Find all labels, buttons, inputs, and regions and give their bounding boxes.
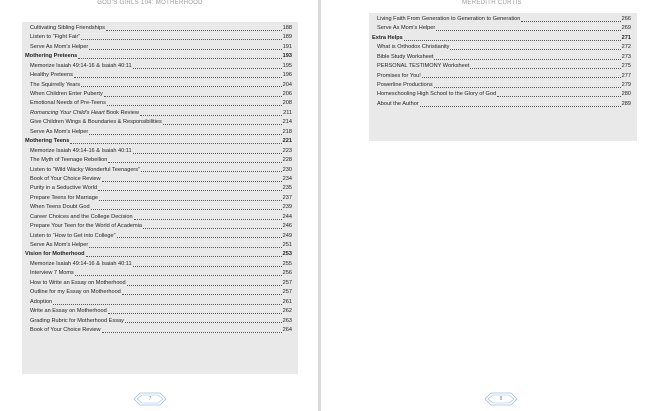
toc-entry-title: How to Write an Essay on Motherhood bbox=[30, 279, 126, 286]
toc-entry-title: Adoption bbox=[30, 298, 53, 305]
toc-entry-row[interactable] bbox=[22, 90, 298, 99]
toc-entry-page: 191 bbox=[282, 43, 292, 50]
toc-entry-page: 188 bbox=[282, 24, 292, 31]
toc-entry-title: Healthy Preteens bbox=[30, 72, 73, 79]
toc-entry-row[interactable] bbox=[22, 203, 298, 212]
toc-entry-row[interactable] bbox=[22, 24, 298, 33]
toc-entry-page: 271 bbox=[621, 34, 631, 41]
toc-entry-row[interactable] bbox=[22, 213, 298, 222]
dot-leader bbox=[98, 190, 282, 191]
dot-leader bbox=[107, 105, 282, 106]
toc-entry-row[interactable] bbox=[22, 241, 298, 250]
dot-leader bbox=[81, 39, 282, 40]
toc-entry-title: Serve As Mom's Helper bbox=[377, 25, 436, 32]
left-page-number-badge bbox=[132, 391, 168, 407]
toc-entry-row[interactable] bbox=[22, 298, 298, 307]
toc-entry-page: 218 bbox=[282, 128, 292, 135]
toc-entry-page: 257 bbox=[282, 279, 292, 286]
toc-section-row[interactable] bbox=[22, 52, 298, 61]
toc-entry-page: 277 bbox=[621, 72, 631, 79]
toc-entry-page: 289 bbox=[621, 100, 631, 107]
left-page bbox=[0, 0, 300, 411]
toc-entry-row[interactable] bbox=[369, 100, 637, 109]
toc-entry-title: Career Choices and the College Decision bbox=[30, 213, 133, 220]
toc-entry-title: Prepare Teens for Marriage bbox=[30, 194, 98, 201]
toc-entry-row[interactable] bbox=[22, 43, 298, 52]
toc-section-row[interactable] bbox=[22, 251, 298, 260]
dot-leader bbox=[99, 200, 282, 201]
dot-leader bbox=[134, 219, 282, 220]
right-page-number: 8 bbox=[499, 396, 503, 402]
dot-leader bbox=[420, 106, 621, 107]
dot-leader bbox=[127, 285, 282, 286]
toc-entry-page: 239 bbox=[282, 204, 292, 211]
toc-section-row[interactable] bbox=[369, 34, 637, 43]
left-page-number: 7 bbox=[148, 396, 152, 402]
dot-leader bbox=[75, 275, 282, 276]
right-page bbox=[336, 0, 648, 411]
toc-entry-row[interactable] bbox=[22, 175, 298, 184]
dot-leader bbox=[117, 237, 282, 238]
toc-entry-row[interactable] bbox=[369, 24, 637, 33]
toc-entry-title: Promises for You! bbox=[377, 72, 421, 79]
toc-entry-page: 223 bbox=[282, 147, 292, 154]
toc-entry-row[interactable] bbox=[22, 109, 298, 118]
toc-entry-title: PERSONAL TESTIMONY Worksheet bbox=[377, 63, 470, 70]
dot-leader bbox=[108, 162, 281, 163]
toc-entry-page: 204 bbox=[282, 81, 292, 88]
toc-entry-title: Cultivating Sibling Friendships bbox=[30, 24, 105, 31]
toc-entry-page: 273 bbox=[621, 53, 631, 60]
toc-entry-title: Mothering Preteens bbox=[25, 53, 78, 60]
toc-entry-title: What is Orthodox Christianity bbox=[377, 44, 450, 51]
dot-leader bbox=[102, 332, 282, 333]
toc-entry-title: Listen to “How to Get into College” bbox=[30, 232, 116, 239]
toc-entry-title: Listen to “Fight Fair” bbox=[30, 34, 81, 41]
dot-leader bbox=[70, 143, 281, 144]
toc-entry-page: 251 bbox=[282, 242, 292, 249]
toc-entry-row[interactable] bbox=[22, 118, 298, 127]
dot-leader bbox=[133, 266, 282, 267]
toc-entry-title: Serve As Mom's Helper bbox=[30, 43, 89, 50]
toc-entry-title: Bible Study Worksheet bbox=[377, 53, 434, 60]
toc-entry-page: 261 bbox=[282, 298, 292, 305]
toc-entry-page: 257 bbox=[282, 289, 292, 296]
toc-entry-page: 193 bbox=[282, 53, 292, 60]
dot-leader bbox=[81, 86, 282, 87]
dot-leader bbox=[104, 96, 282, 97]
toc-entry-page: 221 bbox=[282, 138, 292, 145]
toc-entry-row[interactable] bbox=[22, 81, 298, 90]
dot-leader bbox=[89, 247, 281, 248]
dot-leader bbox=[434, 87, 621, 88]
dot-leader bbox=[434, 59, 620, 60]
toc-entry-page: 246 bbox=[282, 223, 292, 230]
dot-leader bbox=[521, 21, 620, 22]
page-gutter bbox=[318, 0, 321, 411]
toc-entry-page: 211 bbox=[283, 109, 292, 116]
toc-entry-title: Book of Your Choice Review bbox=[30, 175, 101, 182]
toc-entry-row[interactable] bbox=[22, 62, 298, 71]
toc-entry-title: Book of Your Choice Review bbox=[30, 326, 101, 333]
toc-entry-row[interactable] bbox=[22, 128, 298, 137]
dot-leader bbox=[102, 181, 282, 182]
toc-entry-row[interactable] bbox=[22, 260, 298, 269]
toc-entry-title: The Myth of Teenage Rebellion bbox=[30, 157, 108, 164]
dot-leader bbox=[122, 294, 282, 295]
toc-entry-row[interactable] bbox=[22, 33, 298, 42]
dot-leader bbox=[436, 30, 620, 31]
dot-leader bbox=[74, 77, 282, 78]
dot-leader bbox=[450, 49, 620, 50]
toc-entry-row[interactable] bbox=[22, 232, 298, 241]
toc-entry-title: Extra Helps bbox=[372, 34, 403, 41]
toc-entry-row[interactable] bbox=[22, 194, 298, 203]
toc-entry-row[interactable] bbox=[369, 15, 637, 24]
toc-entry-row[interactable] bbox=[22, 156, 298, 165]
dot-leader bbox=[91, 209, 282, 210]
toc-entry-page: 228 bbox=[282, 157, 292, 164]
dot-leader bbox=[89, 134, 281, 135]
toc-entry-title: Prepare Your Teen for the World of Academia bbox=[30, 223, 143, 230]
toc-entry-title: Memorize Isaiah 49:14-16 & Isaiah 40:11 bbox=[30, 62, 132, 69]
toc-entry-title-rest: Book Review bbox=[104, 109, 139, 116]
toc-entry-title: Memorize Isaiah 49:14-16 & Isaiah 40:11 bbox=[30, 260, 132, 267]
toc-entry-page: 275 bbox=[621, 63, 631, 70]
dot-leader bbox=[108, 313, 282, 314]
toc-entry-row[interactable] bbox=[22, 279, 298, 288]
toc-entry-title: The Squirrelly Years bbox=[30, 81, 81, 88]
toc-entry-title: When Children Enter Puberty bbox=[30, 91, 103, 98]
toc-entry-title: Interview 7 Moms bbox=[30, 270, 74, 277]
dot-leader bbox=[404, 40, 621, 41]
dot-leader bbox=[133, 68, 282, 69]
toc-entry-row[interactable] bbox=[22, 288, 298, 297]
dot-leader bbox=[78, 58, 281, 59]
toc-entry-title: Vision for Motherhood bbox=[25, 251, 85, 258]
toc-entry-row[interactable] bbox=[369, 53, 637, 62]
toc-entry-title: Grading Rubric for Motherhood Essay bbox=[30, 317, 124, 324]
toc-entry-page: 244 bbox=[282, 213, 292, 220]
dot-leader bbox=[497, 96, 621, 97]
toc-entry-page: 206 bbox=[282, 91, 292, 98]
left-toc-list bbox=[22, 22, 298, 374]
toc-entry-page: 264 bbox=[282, 326, 292, 333]
right-toc-list bbox=[369, 13, 637, 141]
toc-entry-page: 253 bbox=[282, 251, 292, 258]
dot-leader bbox=[89, 49, 281, 50]
toc-entry-page: 263 bbox=[282, 317, 292, 324]
toc-entry-row[interactable] bbox=[22, 269, 298, 278]
toc-entry-row[interactable] bbox=[369, 91, 637, 100]
toc-entry-row[interactable] bbox=[22, 147, 298, 156]
dot-leader bbox=[141, 171, 282, 172]
toc-entry-page: 234 bbox=[282, 175, 292, 182]
toc-entry-page: 235 bbox=[282, 185, 292, 192]
dot-leader bbox=[86, 256, 282, 257]
dot-leader bbox=[470, 68, 620, 69]
toc-entry-page: 280 bbox=[621, 91, 631, 98]
dot-leader bbox=[133, 153, 282, 154]
toc-entry-row[interactable] bbox=[22, 184, 298, 193]
toc-entry-row[interactable] bbox=[22, 307, 298, 316]
toc-entry-page: 195 bbox=[282, 62, 292, 69]
toc-entry-page: 196 bbox=[282, 72, 292, 79]
toc-entry-page: 237 bbox=[282, 194, 292, 201]
toc-entry-page: 279 bbox=[621, 82, 631, 89]
dot-leader bbox=[125, 322, 282, 323]
toc-entry-page: 255 bbox=[282, 260, 292, 267]
toc-entry-page: 189 bbox=[282, 34, 292, 41]
toc-entry-row[interactable] bbox=[369, 72, 637, 81]
toc-entry-row[interactable] bbox=[22, 100, 298, 109]
toc-entry-row[interactable] bbox=[22, 326, 298, 335]
toc-entry-title: Memorize Isaiah 49:14-16 & Isaiah 40:11 bbox=[30, 147, 132, 154]
toc-entry-row[interactable] bbox=[22, 222, 298, 231]
toc-entry-row[interactable] bbox=[369, 43, 637, 52]
toc-entry-title: Purity in a Seductive World bbox=[30, 185, 98, 192]
toc-entry-page: 269 bbox=[621, 25, 631, 32]
toc-entry-title: Homeschooling High School to the Glory of God bbox=[377, 91, 497, 98]
toc-entry-row[interactable] bbox=[22, 71, 298, 80]
toc-entry-page: 214 bbox=[282, 119, 292, 126]
toc-entry-page: 266 bbox=[621, 15, 631, 22]
toc-entry-title: Living Faith From Generation to Generation to Generation bbox=[377, 15, 521, 22]
toc-entry-page: 249 bbox=[282, 232, 292, 239]
toc-entry-row[interactable] bbox=[22, 317, 298, 326]
toc-entry-title bbox=[30, 109, 139, 118]
right-page-number-badge bbox=[483, 391, 519, 407]
toc-entry-title: Give Children Wings & Boundaries & Responsibilities bbox=[30, 119, 162, 126]
left-running-header: GOD'S GIRLS 104: MOTHERHOOD bbox=[97, 0, 203, 6]
toc-entry-title: Serve As Mom's Helper bbox=[30, 242, 89, 249]
dot-leader bbox=[422, 77, 621, 78]
toc-entry-title: Outline for my Essay on Motherhood bbox=[30, 289, 121, 296]
toc-entry-title: Emotional Needs of Pre-Teens bbox=[30, 100, 106, 107]
dot-leader bbox=[140, 115, 282, 116]
toc-entry-title: When Teens Doubt God bbox=[30, 204, 90, 211]
dot-leader bbox=[53, 304, 282, 305]
toc-entry-row[interactable] bbox=[369, 62, 637, 71]
toc-entry-title: Write an Essay on Motherhood bbox=[30, 308, 107, 315]
toc-entry-page: 262 bbox=[282, 308, 292, 315]
toc-entry-page: 208 bbox=[282, 100, 292, 107]
dot-leader bbox=[163, 124, 282, 125]
toc-entry-row[interactable] bbox=[22, 166, 298, 175]
toc-entry-title: About the Author bbox=[377, 100, 419, 107]
dot-leader bbox=[143, 228, 282, 229]
toc-entry-page: 272 bbox=[621, 44, 631, 51]
toc-entry-title: Serve As Mom's Helper bbox=[30, 128, 89, 135]
right-running-header: MEREDITH CURTIS bbox=[462, 0, 522, 6]
toc-entry-title: Powerline Productions bbox=[377, 82, 433, 89]
toc-section-row[interactable] bbox=[22, 137, 298, 146]
toc-entry-title: Listen to “Wild Wacky Wonderful Teenagers” bbox=[30, 166, 140, 173]
toc-entry-title-italic: Romancing Your Child's Heart bbox=[30, 109, 105, 116]
toc-entry-page: 230 bbox=[282, 166, 292, 173]
dot-leader bbox=[106, 30, 282, 31]
toc-entry-page: 256 bbox=[282, 270, 292, 277]
toc-entry-row[interactable] bbox=[369, 81, 637, 90]
toc-entry-title: Mothering Teens bbox=[25, 138, 70, 145]
